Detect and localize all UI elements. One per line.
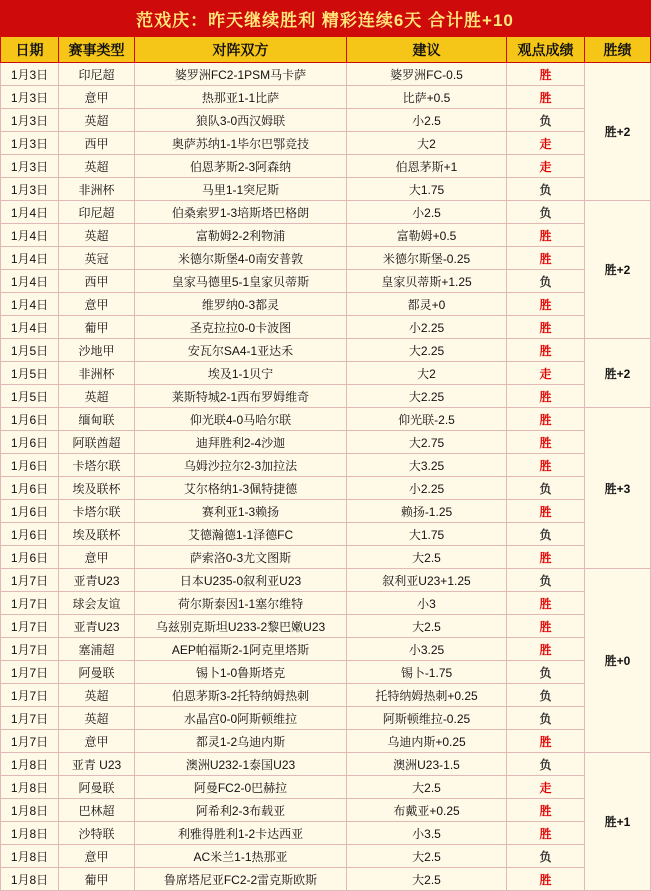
cell-advice: 叙利亚U23+1.25 (347, 569, 507, 592)
cell-advice: 乌迪内斯+0.25 (347, 730, 507, 753)
cell-match: 伯恩茅斯2-3阿森纳 (135, 155, 347, 178)
table-body (1, 63, 651, 891)
cell-advice: 小2.25 (347, 316, 507, 339)
cell-league: 意甲 (59, 293, 135, 316)
table-row (1, 707, 651, 730)
cell-league: 缅甸联 (59, 408, 135, 431)
cell-match: 仰光联4-0马哈尔联 (135, 408, 347, 431)
cell-advice: 阿斯顿维拉-0.25 (347, 707, 507, 730)
cell-league: 英超 (59, 155, 135, 178)
cell-date: 1月7日 (1, 569, 59, 592)
table-row (1, 86, 651, 109)
cell-league: 阿曼联 (59, 776, 135, 799)
cell-league: 球会友谊 (59, 592, 135, 615)
cell-advice: 皇家贝蒂斯+1.25 (347, 270, 507, 293)
cell-date: 1月6日 (1, 431, 59, 454)
cell-advice: 大2.25 (347, 385, 507, 408)
cell-verdict: 走 (507, 155, 585, 178)
cell-advice: 小3 (347, 592, 507, 615)
table-row (1, 592, 651, 615)
summary-badge: 胜+3 (585, 408, 651, 569)
table-row (1, 500, 651, 523)
cell-advice: 大1.75 (347, 178, 507, 201)
table-row (1, 155, 651, 178)
cell-verdict: 胜 (507, 431, 585, 454)
cell-league: 非洲杯 (59, 178, 135, 201)
summary-badge: 胜+1 (585, 753, 651, 891)
cell-league: 英超 (59, 707, 135, 730)
summary-badge: 胜+0 (585, 569, 651, 753)
cell-date: 1月3日 (1, 86, 59, 109)
cell-advice: 小3.5 (347, 822, 507, 845)
cell-match: 马里1-1突尼斯 (135, 178, 347, 201)
cell-league: 意甲 (59, 845, 135, 868)
column-header-summary: 胜绩 (585, 37, 651, 63)
cell-league: 西甲 (59, 132, 135, 155)
table-row (1, 247, 651, 270)
cell-date: 1月5日 (1, 362, 59, 385)
cell-advice: 大2.5 (347, 776, 507, 799)
cell-verdict: 负 (507, 477, 585, 500)
cell-date: 1月4日 (1, 293, 59, 316)
cell-advice: 富勒姆+0.5 (347, 224, 507, 247)
table-header-row (1, 37, 651, 63)
cell-date: 1月4日 (1, 201, 59, 224)
cell-advice: 大3.25 (347, 454, 507, 477)
cell-date: 1月7日 (1, 707, 59, 730)
cell-verdict: 胜 (507, 454, 585, 477)
cell-verdict: 胜 (507, 500, 585, 523)
table-row (1, 339, 651, 362)
table-row (1, 477, 651, 500)
cell-verdict: 负 (507, 845, 585, 868)
cell-verdict: 胜 (507, 224, 585, 247)
cell-advice: 小2.5 (347, 109, 507, 132)
table-row (1, 684, 651, 707)
cell-league: 巴林超 (59, 799, 135, 822)
cell-league: 亚青U23 (59, 615, 135, 638)
table-row (1, 523, 651, 546)
cell-date: 1月7日 (1, 661, 59, 684)
cell-verdict: 胜 (507, 316, 585, 339)
cell-match: 安瓦尔SA4-1亚达禾 (135, 339, 347, 362)
cell-match: 阿曼FC2-0巴赫拉 (135, 776, 347, 799)
cell-date: 1月3日 (1, 63, 59, 86)
cell-league: 英超 (59, 109, 135, 132)
cell-date: 1月6日 (1, 408, 59, 431)
table-row (1, 408, 651, 431)
cell-match: 热那亚1-1比萨 (135, 86, 347, 109)
table-row (1, 132, 651, 155)
cell-match: 赛利亚1-3赖扬 (135, 500, 347, 523)
cell-verdict: 负 (507, 270, 585, 293)
cell-verdict: 胜 (507, 822, 585, 845)
cell-verdict: 胜 (507, 247, 585, 270)
table-row (1, 224, 651, 247)
cell-advice: 赖扬-1.25 (347, 500, 507, 523)
header-banner (0, 0, 650, 36)
cell-verdict: 胜 (507, 385, 585, 408)
cell-league: 亚青 U23 (59, 753, 135, 776)
cell-advice: 米德尔斯堡-0.25 (347, 247, 507, 270)
cell-league: 英超 (59, 684, 135, 707)
cell-match: 米德尔斯堡4-0南安普敦 (135, 247, 347, 270)
cell-advice: 仰光联-2.5 (347, 408, 507, 431)
cell-league: 西甲 (59, 270, 135, 293)
cell-league: 沙地甲 (59, 339, 135, 362)
cell-date: 1月4日 (1, 224, 59, 247)
cell-verdict: 胜 (507, 638, 585, 661)
column-header-league: 赛事类型 (59, 37, 135, 63)
cell-verdict: 走 (507, 362, 585, 385)
cell-match: 艾德瀚德1-1泽德FC (135, 523, 347, 546)
cell-advice: 大2.25 (347, 339, 507, 362)
table-row (1, 776, 651, 799)
cell-match: 迪拜胜利2-4沙迦 (135, 431, 347, 454)
table-row (1, 845, 651, 868)
cell-verdict: 胜 (507, 730, 585, 753)
cell-advice: 小3.25 (347, 638, 507, 661)
column-header-match: 对阵双方 (135, 37, 347, 63)
cell-match: 狼队3-0西汉姆联 (135, 109, 347, 132)
cell-advice: 大2.5 (347, 868, 507, 891)
cell-advice: 托特纳姆热刺+0.25 (347, 684, 507, 707)
cell-league: 葡甲 (59, 868, 135, 891)
cell-date: 1月3日 (1, 178, 59, 201)
cell-verdict: 负 (507, 661, 585, 684)
cell-match: 水晶宫0-0阿斯顿维拉 (135, 707, 347, 730)
cell-verdict: 走 (507, 132, 585, 155)
cell-verdict: 胜 (507, 63, 585, 86)
cell-verdict: 负 (507, 569, 585, 592)
cell-league: 印尼超 (59, 63, 135, 86)
table-row (1, 178, 651, 201)
cell-date: 1月5日 (1, 339, 59, 362)
table-row (1, 270, 651, 293)
cell-match: 莱斯特城2-1西布罗姆维奇 (135, 385, 347, 408)
cell-verdict: 胜 (507, 408, 585, 431)
cell-date: 1月8日 (1, 753, 59, 776)
cell-match: 利雅得胜利1-2卡达西亚 (135, 822, 347, 845)
summary-badge: 胜+2 (585, 339, 651, 408)
table-row (1, 316, 651, 339)
cell-league: 印尼超 (59, 201, 135, 224)
cell-date: 1月3日 (1, 109, 59, 132)
cell-advice: 婆罗洲FC-0.5 (347, 63, 507, 86)
cell-date: 1月3日 (1, 132, 59, 155)
cell-match: 婆罗洲FC2-1PSM马卡萨 (135, 63, 347, 86)
cell-verdict: 负 (507, 753, 585, 776)
cell-league: 亚青U23 (59, 569, 135, 592)
cell-verdict: 胜 (507, 86, 585, 109)
cell-verdict: 负 (507, 684, 585, 707)
cell-advice: 锡卜-1.75 (347, 661, 507, 684)
table-row (1, 63, 651, 86)
cell-advice: 大2.5 (347, 845, 507, 868)
table-row (1, 868, 651, 891)
cell-match: 阿希利2-3布载亚 (135, 799, 347, 822)
table-row (1, 638, 651, 661)
cell-verdict: 胜 (507, 339, 585, 362)
cell-league: 埃及联杯 (59, 523, 135, 546)
cell-verdict: 胜 (507, 615, 585, 638)
cell-date: 1月5日 (1, 385, 59, 408)
table-row (1, 822, 651, 845)
cell-league: 阿联酋超 (59, 431, 135, 454)
cell-date: 1月3日 (1, 155, 59, 178)
table-row (1, 615, 651, 638)
cell-match: 奥萨苏纳1-1毕尔巴鄂竞技 (135, 132, 347, 155)
predictions-table (0, 36, 651, 891)
cell-date: 1月7日 (1, 592, 59, 615)
cell-league: 意甲 (59, 730, 135, 753)
cell-advice: 都灵+0 (347, 293, 507, 316)
cell-date: 1月8日 (1, 776, 59, 799)
cell-date: 1月6日 (1, 523, 59, 546)
table-row (1, 753, 651, 776)
table-row (1, 661, 651, 684)
cell-advice: 比萨+0.5 (347, 86, 507, 109)
summary-badge: 胜+2 (585, 201, 651, 339)
cell-match: 维罗纳0-3都灵 (135, 293, 347, 316)
table-row (1, 362, 651, 385)
cell-date: 1月4日 (1, 316, 59, 339)
cell-match: 锡卜1-0鲁斯塔克 (135, 661, 347, 684)
column-header-advice: 建议 (347, 37, 507, 63)
table-row (1, 569, 651, 592)
cell-verdict: 胜 (507, 293, 585, 316)
cell-advice: 大2 (347, 132, 507, 155)
cell-date: 1月6日 (1, 500, 59, 523)
cell-league: 卡塔尔联 (59, 454, 135, 477)
cell-league: 埃及联杯 (59, 477, 135, 500)
cell-advice: 布戴亚+0.25 (347, 799, 507, 822)
cell-match: 圣克拉拉0-0卡波图 (135, 316, 347, 339)
cell-date: 1月6日 (1, 546, 59, 569)
cell-date: 1月7日 (1, 638, 59, 661)
cell-date: 1月8日 (1, 799, 59, 822)
table-row (1, 799, 651, 822)
cell-verdict: 负 (507, 707, 585, 730)
cell-league: 意甲 (59, 546, 135, 569)
cell-league: 非洲杯 (59, 362, 135, 385)
cell-match: 皇家马德里5-1皇家贝蒂斯 (135, 270, 347, 293)
cell-league: 沙特联 (59, 822, 135, 845)
cell-match: 澳洲U232-1泰国U23 (135, 753, 347, 776)
cell-match: 伯桑索罗1-3培斯塔巴格朗 (135, 201, 347, 224)
cell-league: 阿曼联 (59, 661, 135, 684)
cell-advice: 大2 (347, 362, 507, 385)
cell-date: 1月4日 (1, 247, 59, 270)
cell-match: AC米兰1-1热那亚 (135, 845, 347, 868)
cell-date: 1月8日 (1, 845, 59, 868)
cell-advice: 大1.75 (347, 523, 507, 546)
cell-league: 英超 (59, 385, 135, 408)
cell-match: 艾尔格纳1-3佩特捷德 (135, 477, 347, 500)
cell-date: 1月8日 (1, 868, 59, 891)
cell-match: 鲁席塔尼亚FC2-2雷克斯欧斯 (135, 868, 347, 891)
cell-advice: 大2.5 (347, 546, 507, 569)
cell-verdict: 胜 (507, 799, 585, 822)
cell-advice: 小2.5 (347, 201, 507, 224)
cell-match: 萨索洛0-3尤文图斯 (135, 546, 347, 569)
cell-date: 1月7日 (1, 684, 59, 707)
cell-match: 荷尔斯泰因1-1塞尔维特 (135, 592, 347, 615)
table-row (1, 293, 651, 316)
cell-match: 伯恩茅斯3-2托特纳姆热刺 (135, 684, 347, 707)
cell-advice: 大2.75 (347, 431, 507, 454)
cell-date: 1月4日 (1, 270, 59, 293)
cell-advice: 大2.5 (347, 615, 507, 638)
cell-league: 卡塔尔联 (59, 500, 135, 523)
cell-verdict: 负 (507, 178, 585, 201)
cell-verdict: 走 (507, 776, 585, 799)
cell-date: 1月6日 (1, 477, 59, 500)
cell-league: 意甲 (59, 86, 135, 109)
cell-date: 1月6日 (1, 454, 59, 477)
cell-date: 1月7日 (1, 730, 59, 753)
cell-match: 乌姆沙拉尔2-3加拉法 (135, 454, 347, 477)
cell-verdict: 负 (507, 201, 585, 224)
cell-verdict: 负 (507, 109, 585, 132)
cell-advice: 伯恩茅斯+1 (347, 155, 507, 178)
cell-match: 日本U235-0叙利亚U23 (135, 569, 347, 592)
cell-advice: 澳洲U23-1.5 (347, 753, 507, 776)
page-title: 范戏庆：昨天继续胜利 精彩连续6天 合计胜+10 (136, 10, 514, 30)
column-header-verdict: 观点成绩 (507, 37, 585, 63)
column-header-date: 日期 (1, 37, 59, 63)
table-row (1, 201, 651, 224)
cell-league: 塞浦超 (59, 638, 135, 661)
table-row (1, 546, 651, 569)
table-row (1, 385, 651, 408)
cell-verdict: 胜 (507, 868, 585, 891)
cell-match: AEP帕福斯2-1阿克里塔斯 (135, 638, 347, 661)
cell-advice: 小2.25 (347, 477, 507, 500)
cell-league: 葡甲 (59, 316, 135, 339)
cell-league: 英冠 (59, 247, 135, 270)
cell-match: 埃及1-1贝宁 (135, 362, 347, 385)
table-row (1, 454, 651, 477)
cell-date: 1月8日 (1, 822, 59, 845)
table-row (1, 109, 651, 132)
cell-match: 都灵1-2乌迪内斯 (135, 730, 347, 753)
table-row (1, 730, 651, 753)
summary-badge: 胜+2 (585, 63, 651, 201)
table-row (1, 431, 651, 454)
cell-verdict: 胜 (507, 592, 585, 615)
cell-verdict: 胜 (507, 546, 585, 569)
cell-league: 英超 (59, 224, 135, 247)
cell-date: 1月7日 (1, 615, 59, 638)
cell-match: 富勒姆2-2利物浦 (135, 224, 347, 247)
cell-verdict: 负 (507, 523, 585, 546)
cell-match: 乌兹别克斯坦U233-2黎巴嫩U23 (135, 615, 347, 638)
